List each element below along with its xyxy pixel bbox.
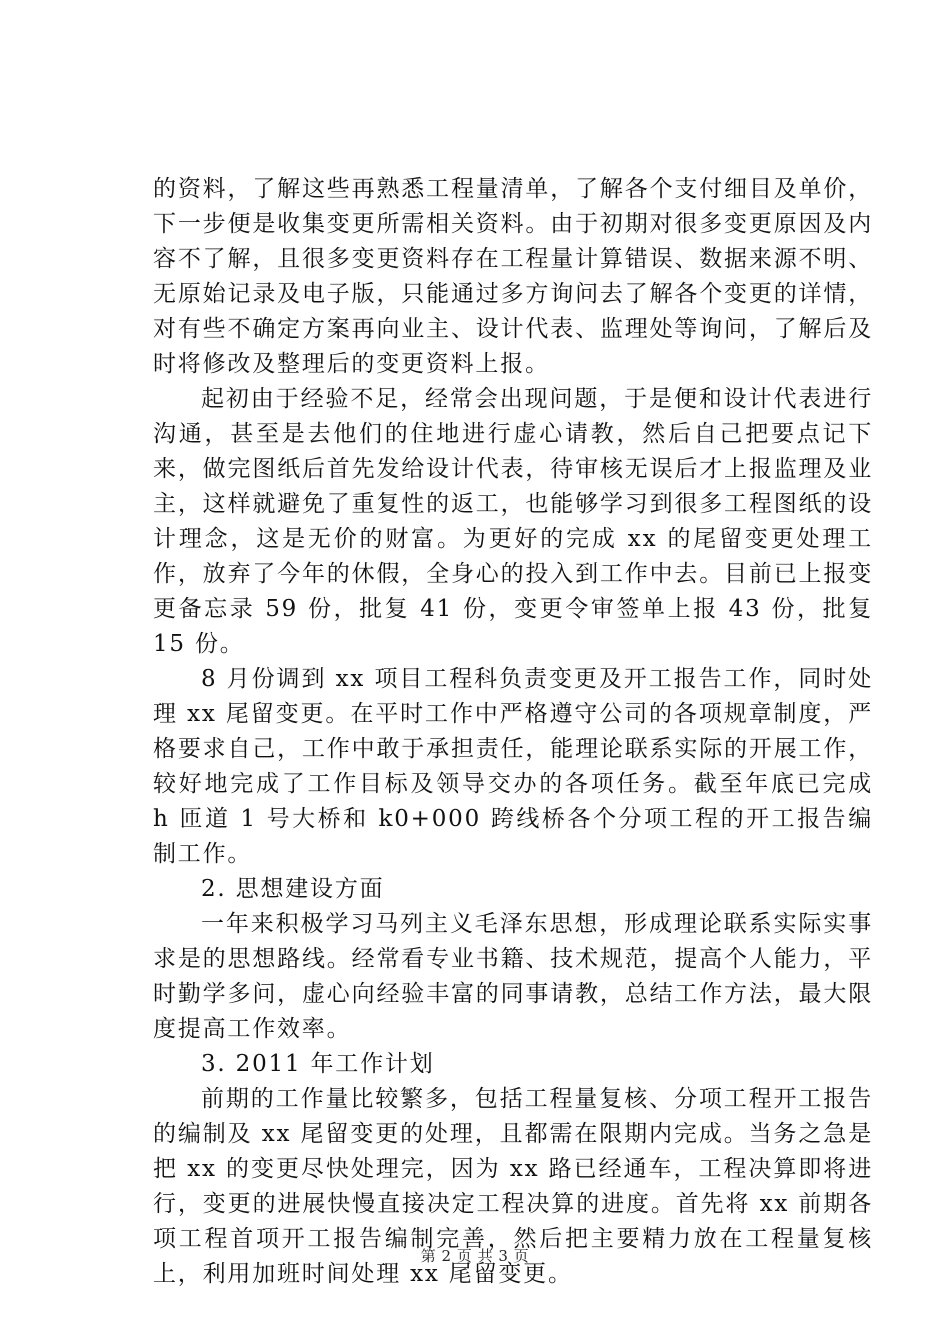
section-heading-ideology: 2. 思想建设方面 [201,876,385,902]
paragraph-work-plan: 前期的工作量比较繁多，包括工程量复核、分项工程开工报告的编制及 xx 尾留变更的处理，且都需在限期内完成。当务之急是把 xx 的变更尽快处理完，因为 xx 路已经通车，工程决算即将进行，变更的进展快慢直接决定工程决算的进度。首先将 xx 前期各项工程首项开工报告编制完善，然后把主要精力放在工程量复核上，利用加班时间处理 xx 尾留变更。 [153,1086,873,1287]
paragraph-august-transfer: 8 月份调到 xx 项目工程科负责变更及开工报告工作，同时处理 xx 尾留变更。在平时工作中严格遵守公司的各项规章制度，严格要求自己，工作中敢于承担责任，能理论联系实际的开展工作，较好地完成了工作目标及领导交办的各项任务。截至年底已完成 h 匝道 1 号大桥和 k0+000 跨线桥各个分项工程的开工报告编制工作。 [153,666,873,867]
document-body [153,172,873,1292]
paragraph-design-communication: 起初由于经验不足，经常会出现问题，于是便和设计代表进行沟通，甚至是去他们的住地进行虚心请教，然后自己把要点记下来，做完图纸后首先发给设计代表，待审核无误后才上报监理及业主，这样就避免了重复性的返工，也能够学习到很多工程图纸的设计理念，这是无价的财富。为更好的完成 xx 的尾留变更处理工作，放弃了今年的休假，全身心的投入到工作中去。目前已上报变更备忘录 59 份，批复 41 份，变更令审签单上报 43 份，批复 15 份。 [153,386,873,657]
paragraph-ideology: 一年来积极学习马列主义毛泽东思想，形成理论联系实际实事求是的思想路线。经常看专业书籍、技术规范，提高个人能力，平时勤学多问，虚心向经验丰富的同事请教，总结工作方法，最大限度提高工作效率。 [153,911,873,1042]
paragraph-continuation: 的资料，了解这些再熟悉工程量清单，了解各个支付细目及单价，下一步便是收集变更所需相关资料。由于初期对很多变更原因及内容不了解，且很多变更资料存在工程量计算错误、数据来源不明、无原始记录及电子版，只能通过多方询问去了解各个变更的详情，对有些不确定方案再向业主、设计代表、监理处等询问，了解后及时将修改及整理后的变更资料上报。 [153,176,873,377]
section-heading-work-plan: 3. 2011 年工作计划 [201,1051,435,1077]
page-number-footer: 第 2 页 共 3 页 [420,1247,530,1265]
